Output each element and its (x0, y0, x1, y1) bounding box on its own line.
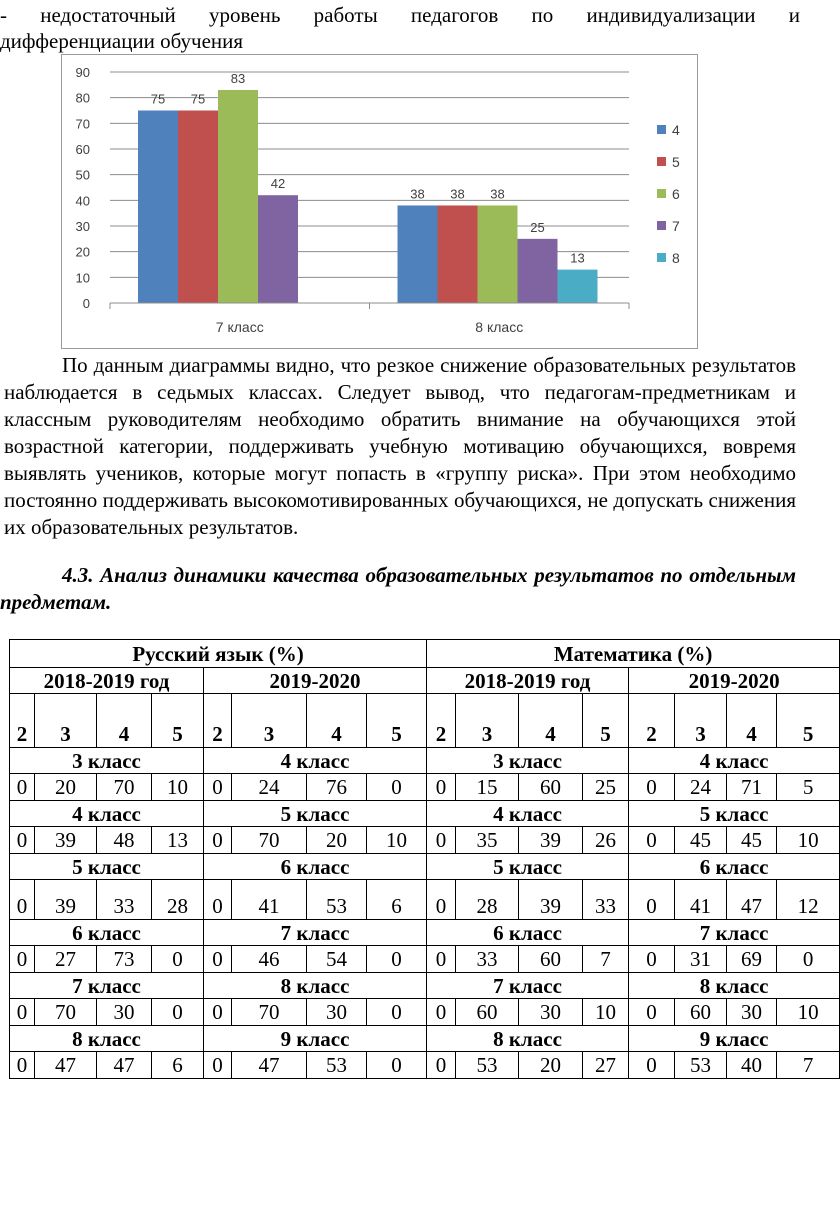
table-cell: 60 (519, 774, 583, 801)
grade-header: 2 (629, 694, 675, 748)
class-label: 3 класс (10, 748, 204, 774)
data-label: 38 (450, 186, 465, 202)
class-label: 8 класс (427, 1026, 629, 1052)
class-label: 9 класс (629, 1026, 840, 1052)
table-cell: 0 (152, 999, 204, 1026)
bar (398, 205, 438, 303)
table-cell: 33 (97, 880, 152, 920)
legend-swatch (657, 253, 666, 262)
table-cell: 30 (519, 999, 583, 1026)
table-cell: 20 (35, 774, 97, 801)
year-header-row (10, 668, 840, 694)
table-cell: 54 (307, 946, 367, 973)
table-cell: 0 (10, 880, 35, 920)
table-cell: 53 (675, 1052, 727, 1079)
legend-swatch (657, 125, 666, 134)
table-cell: 0 (152, 946, 204, 973)
grade-header: 2 (427, 694, 456, 748)
table-cell: 28 (152, 880, 204, 920)
table-cell: 5 (777, 774, 840, 801)
table-cell: 0 (10, 946, 35, 973)
intro-line-2: дифференциации обучения (0, 29, 244, 53)
table-cell: 27 (583, 1052, 629, 1079)
table-cell: 0 (629, 880, 675, 920)
table-cell: 47 (97, 1052, 152, 1079)
table-cell: 30 (307, 999, 367, 1026)
table-cell: 0 (204, 946, 232, 973)
table-cell: 46 (232, 946, 307, 973)
table-cell: 0 (204, 827, 232, 854)
table-cell: 0 (427, 1052, 456, 1079)
table-cell: 47 (232, 1052, 307, 1079)
table-cell: 40 (727, 1052, 777, 1079)
class-label: 3 класс (427, 748, 629, 774)
grade-header: 3 (456, 694, 519, 748)
grade-header: 3 (35, 694, 97, 748)
table-cell: 0 (777, 946, 840, 973)
grade-header: 5 (583, 694, 629, 748)
class-row (10, 973, 840, 999)
table-cell: 53 (456, 1052, 519, 1079)
grade-header: 4 (519, 694, 583, 748)
legend-swatch (657, 189, 666, 198)
table-cell: 0 (629, 946, 675, 973)
table-cell: 69 (727, 946, 777, 973)
legend-label: 5 (672, 154, 680, 170)
table-cell: 0 (629, 999, 675, 1026)
table-cell: 7 (777, 1052, 840, 1079)
class-label: 7 класс (629, 920, 840, 946)
subject-header: Математика (%) (427, 640, 840, 668)
table-cell: 24 (232, 774, 307, 801)
table-cell: 10 (583, 999, 629, 1026)
table-cell: 35 (456, 827, 519, 854)
table-cell: 20 (307, 827, 367, 854)
table-cell: 10 (367, 827, 427, 854)
table-cell: 0 (629, 1052, 675, 1079)
table-cell: 47 (35, 1052, 97, 1079)
class-label: 5 класс (10, 854, 204, 880)
table-cell: 41 (675, 880, 727, 920)
legend-swatch (657, 157, 666, 166)
year-header: 2018-2019 год (10, 668, 204, 694)
table-cell: 10 (777, 827, 840, 854)
grade-header: 2 (204, 694, 232, 748)
table-cell: 48 (97, 827, 152, 854)
data-label: 75 (190, 91, 206, 107)
class-row (10, 1026, 840, 1052)
table-cell: 45 (727, 827, 777, 854)
bar (178, 111, 218, 304)
table-cell: 0 (427, 827, 456, 854)
class-label: 4 класс (204, 748, 427, 774)
table-cell: 28 (456, 880, 519, 920)
class-label: 7 класс (10, 973, 204, 999)
table-cell: 12 (777, 880, 840, 920)
data-label: 83 (230, 70, 246, 86)
class-row (10, 748, 840, 774)
y-tick-label: 50 (75, 167, 90, 183)
grade-header: 5 (152, 694, 204, 748)
bar (138, 111, 178, 304)
table-cell: 0 (367, 1052, 427, 1079)
table-cell: 26 (583, 827, 629, 854)
table-row (10, 774, 840, 801)
table-cell: 27 (35, 946, 97, 973)
bar (218, 90, 258, 303)
bar (518, 239, 558, 303)
table-cell: 0 (427, 999, 456, 1026)
table-cell: 73 (97, 946, 152, 973)
table-cell: 6 (367, 880, 427, 920)
table-cell: 0 (10, 999, 35, 1026)
class-label: 5 класс (204, 801, 427, 827)
bar (478, 205, 518, 303)
table-row (10, 999, 840, 1026)
table-cell: 0 (367, 946, 427, 973)
table-cell: 25 (583, 774, 629, 801)
table-cell: 0 (204, 880, 232, 920)
table-cell: 53 (307, 1052, 367, 1079)
data-label: 42 (270, 176, 286, 192)
table-cell: 0 (204, 774, 232, 801)
y-tick-label: 80 (75, 90, 90, 106)
table-cell: 60 (519, 946, 583, 973)
grade-header: 3 (675, 694, 727, 748)
class-label: 8 класс (204, 973, 427, 999)
y-tick-label: 60 (75, 142, 90, 157)
grade-header: 4 (97, 694, 152, 748)
table-cell: 30 (97, 999, 152, 1026)
class-label: 4 класс (427, 801, 629, 827)
table-cell: 13 (152, 827, 204, 854)
bar (438, 205, 478, 303)
table-cell: 0 (367, 774, 427, 801)
grade-header-row (10, 694, 840, 748)
class-label: 5 класс (427, 854, 629, 880)
section-heading: 4.3. Анализ динамики качества образовательных результатов по отдельным предметам. (0, 563, 796, 614)
data-label: 75 (150, 91, 166, 107)
table-row (10, 946, 840, 973)
table-cell: 70 (232, 827, 307, 854)
table-cell: 6 (152, 1052, 204, 1079)
grade-header: 4 (307, 694, 367, 748)
grade-header: 2 (10, 694, 35, 748)
table-cell: 0 (427, 880, 456, 920)
grade-header: 3 (232, 694, 307, 748)
category-label: 8 класс (475, 319, 524, 335)
data-label: 13 (570, 250, 585, 266)
table-cell: 24 (675, 774, 727, 801)
class-label: 6 класс (427, 920, 629, 946)
table-cell: 0 (204, 1052, 232, 1079)
legend-label: 8 (672, 250, 680, 266)
y-tick-label: 20 (75, 244, 90, 260)
class-label: 7 класс (204, 920, 427, 946)
category-label: 7 класс (215, 319, 264, 335)
table-cell: 0 (427, 774, 456, 801)
table-cell: 7 (583, 946, 629, 973)
class-row (10, 854, 840, 880)
table-cell: 39 (519, 827, 583, 854)
class-label: 5 класс (629, 801, 840, 827)
table-cell: 10 (777, 999, 840, 1026)
class-label: 6 класс (629, 854, 840, 880)
table-cell: 0 (10, 827, 35, 854)
legend-label: 4 (672, 122, 680, 138)
table-cell: 70 (35, 999, 97, 1026)
year-header: 2018-2019 год (427, 668, 629, 694)
grade-header: 5 (777, 694, 840, 748)
data-label: 38 (490, 186, 505, 202)
class-label: 9 класс (204, 1026, 427, 1052)
class-row (10, 801, 840, 827)
table-cell: 0 (10, 1052, 35, 1079)
subject-header-row (10, 640, 840, 668)
table-cell: 39 (519, 880, 583, 920)
table-row (10, 880, 840, 920)
body-paragraph: По данным диаграммы видно, что резкое снижение образовательных результатов наблюдается в седьмых классах. Следует вывод, что педагогам-предметникам и классным руководителям необходимо обратить внимание на обучающихся этой возрастной категории, поддерживать учебную мотивацию обучающихся, вовремя выявлять учеников, которые могут попасть в «группу риска». При этом необходимо постоянно поддерживать высокомотивированных обучающихся, не допускать снижения их образовательных результатов. (4, 353, 796, 539)
table-cell: 39 (35, 827, 97, 854)
table-cell: 60 (456, 999, 519, 1026)
bar (558, 270, 598, 303)
class-label: 6 класс (10, 920, 204, 946)
legend-swatch (657, 221, 666, 230)
table-cell: 0 (629, 827, 675, 854)
y-tick-label: 10 (75, 270, 90, 286)
table-row (10, 1052, 840, 1079)
year-header: 2019-2020 (204, 668, 427, 694)
class-label: 8 класс (10, 1026, 204, 1052)
data-label: 38 (410, 186, 425, 202)
class-label: 6 класс (204, 854, 427, 880)
year-header: 2019-2020 (629, 668, 840, 694)
y-tick-label: 30 (75, 219, 90, 234)
grade-header: 4 (727, 694, 777, 748)
table-cell: 76 (307, 774, 367, 801)
table-cell: 0 (629, 774, 675, 801)
table-cell: 39 (35, 880, 97, 920)
legend-label: 6 (672, 186, 680, 202)
table-cell: 70 (232, 999, 307, 1026)
legend-label: 7 (672, 218, 680, 234)
table-cell: 30 (727, 999, 777, 1026)
class-label: 4 класс (629, 748, 840, 774)
table-cell: 0 (367, 999, 427, 1026)
y-tick-label: 0 (82, 296, 90, 311)
table-cell: 71 (727, 774, 777, 801)
table-cell: 0 (427, 946, 456, 973)
results-table (9, 639, 840, 1079)
table-cell: 31 (675, 946, 727, 973)
table-cell: 20 (519, 1052, 583, 1079)
table-cell: 53 (307, 880, 367, 920)
intro-line-1: - недостаточный уровень работы педагогов по индивидуализации и (0, 3, 800, 27)
table-cell: 45 (675, 827, 727, 854)
bar (258, 195, 298, 303)
subject-header: Русский язык (%) (10, 640, 427, 668)
class-label: 8 класс (629, 973, 840, 999)
table-cell: 70 (97, 774, 152, 801)
table-cell: 41 (232, 880, 307, 920)
class-label: 4 класс (10, 801, 204, 827)
class-row (10, 920, 840, 946)
table-cell: 47 (727, 880, 777, 920)
table-cell: 33 (456, 946, 519, 973)
class-label: 7 класс (427, 973, 629, 999)
table-cell: 33 (583, 880, 629, 920)
table-cell: 15 (456, 774, 519, 801)
table-cell: 60 (675, 999, 727, 1026)
table-row (10, 827, 840, 854)
bar-chart-svg (62, 55, 697, 348)
y-tick-label: 40 (75, 193, 90, 209)
data-label: 25 (530, 219, 545, 235)
y-tick-label: 70 (75, 116, 90, 132)
y-tick-label: 90 (75, 65, 90, 80)
grade-header: 5 (367, 694, 427, 748)
bar-chart (61, 54, 698, 349)
table-cell: 0 (204, 999, 232, 1026)
table-cell: 10 (152, 774, 204, 801)
table-cell: 0 (10, 774, 35, 801)
intro-text (0, 2, 800, 54)
